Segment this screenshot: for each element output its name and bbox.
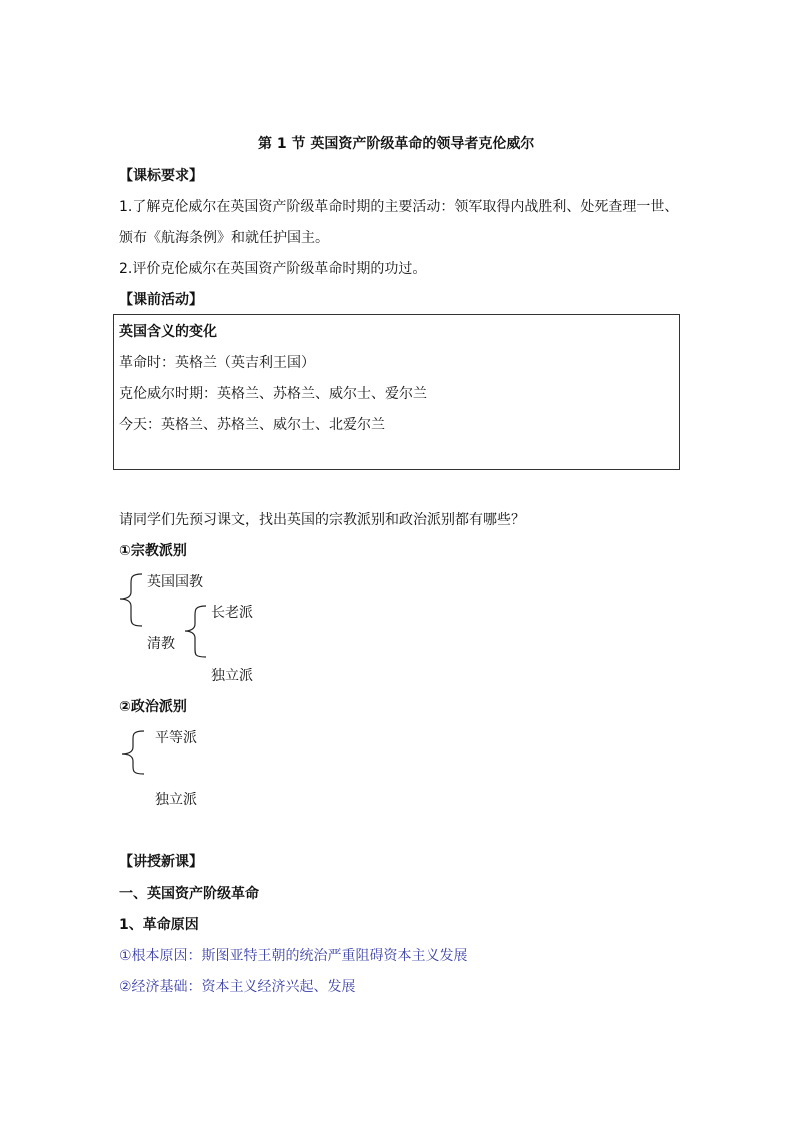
religious-outer-brace xyxy=(120,574,142,626)
preclass-box-line-2: 克伦威尔时期：英格兰、苏格兰、威尔士、爱尔兰 xyxy=(119,386,427,402)
religious-heading: ①宗教派别 xyxy=(119,543,187,559)
political-heading: ②政治派别 xyxy=(119,699,187,715)
subsection-1-heading: 1、革命原因 xyxy=(119,917,199,933)
requirement-item-2: 2.评价克伦威尔在英国资产阶级革命时期的功过。 xyxy=(119,261,427,277)
preclass-box-line-3: 今天：英格兰、苏格兰、威尔士、北爱尔兰 xyxy=(119,417,385,433)
preview-question: 请同学们先预习课文，找出英国的宗教派别和政治派别都有哪些？ xyxy=(119,512,525,528)
requirement-item-1-line-1: 1.了解克伦威尔在英国资产阶级革命时期的主要活动：领军取得内战胜利、处死查理一世、 xyxy=(119,199,679,215)
cause-1: ①根本原因：斯图亚特王朝的统治严重阻碍资本主义发展 xyxy=(119,948,468,964)
page-title: 第 1 节 英国资产阶级革命的领导者克伦威尔 xyxy=(258,136,535,152)
preclass-heading: 【课前活动】 xyxy=(119,292,203,308)
puritan-brace xyxy=(185,606,206,657)
part-1-heading: 一、英国资产阶级革命 xyxy=(119,886,259,902)
political-levellers: 平等派 xyxy=(155,730,197,746)
political-independent: 独立派 xyxy=(155,792,197,808)
political-brace xyxy=(122,731,144,774)
requirement-item-1-line-2: 颁布《航海条例》和就任护国主。 xyxy=(119,230,329,246)
religious-puritan: 清教 xyxy=(147,636,175,652)
religious-independent: 独立派 xyxy=(211,668,253,684)
preclass-box-line-1: 革命时：英格兰（英吉利王国） xyxy=(119,355,315,371)
religious-presbyterian: 长老派 xyxy=(211,605,253,621)
requirements-heading: 【课标要求】 xyxy=(119,168,203,184)
religious-anglican: 英国国教 xyxy=(147,574,203,590)
new-lesson-heading: 【讲授新课】 xyxy=(119,854,203,870)
cause-2: ②经济基础：资本主义经济兴起、发展 xyxy=(119,979,356,995)
preclass-box-title: 英国含义的变化 xyxy=(119,324,217,340)
